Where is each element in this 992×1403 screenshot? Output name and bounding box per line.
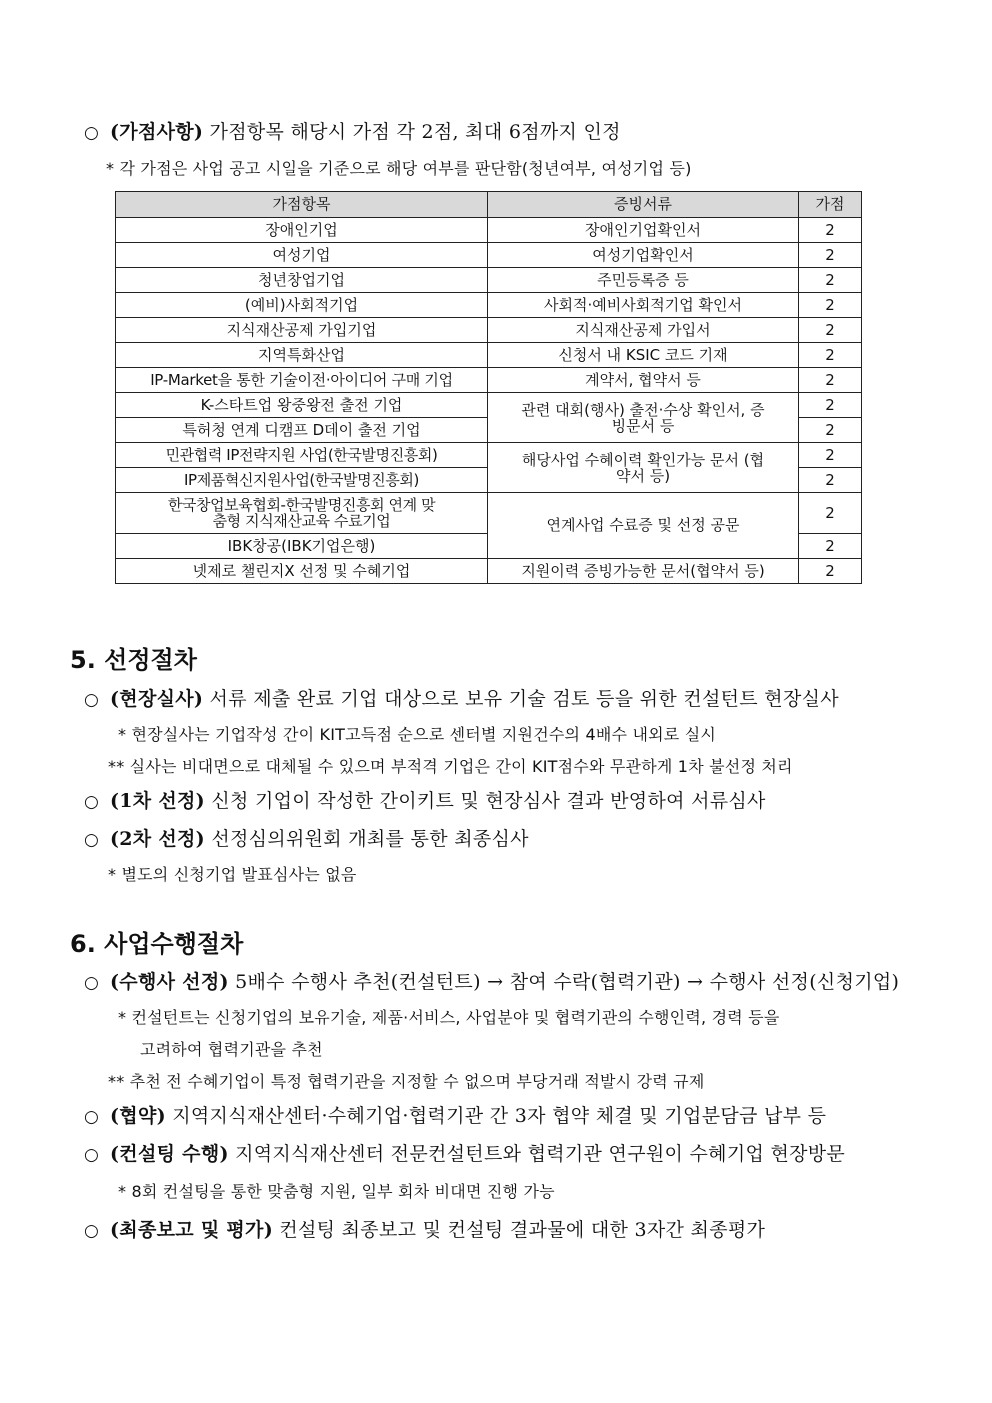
table-header-row [116, 192, 862, 218]
section5-note-3: * 별도의 신청기업 발표심사는 없음 [108, 865, 357, 884]
table-row [116, 218, 862, 243]
bullet-circle: ○ [84, 792, 100, 812]
item-heading: (현장실사) [110, 688, 204, 710]
table-row [116, 559, 862, 584]
table-row [116, 443, 862, 468]
bullet-circle: ○ [84, 1145, 100, 1165]
section6-item-consulting [84, 1139, 845, 1166]
section6-item-final [84, 1215, 765, 1242]
item-text: 서류 제출 완료 기업 대상으로 보유 기술 검토 등을 위한 컨설턴트 현장실사 [209, 688, 839, 710]
section6-note-1: * 컨설턴트는 신청기업의 보유기술, 제품·서비스, 사업분야 및 협력기관의 수행인력, 경력 등을 [118, 1008, 780, 1027]
table-row [116, 268, 862, 293]
section6-item-agreement [84, 1101, 826, 1128]
row-doc: 신청서 내 KSIC 코드 기재 [488, 343, 799, 368]
row-item: 한국창업보육협회-한국발명진흥회 연계 맞춤형 지식재산교육 수료기업 [116, 493, 488, 534]
bonus-table [115, 191, 862, 584]
table-row [116, 343, 862, 368]
row-doc: 사회적·예비사회적기업 확인서 [488, 293, 799, 318]
row-doc: 주민등록증 등 [488, 268, 799, 293]
table-row [116, 293, 862, 318]
row-item: 지식재산공제 가입기업 [116, 318, 488, 343]
row-score: 2 [799, 443, 862, 468]
section5-note-2: ** 실사는 비대면으로 대체될 수 있으며 부적격 기업은 간이 KIT점수와 무관하게 1차 불선정 처리 [108, 757, 793, 776]
row-item: 장애인기업 [116, 218, 488, 243]
row-item: 특허청 연계 디캠프 D데이 출전 기업 [116, 418, 488, 443]
row-doc: 계약서, 협약서 등 [488, 368, 799, 393]
row-item: 청년창업기업 [116, 268, 488, 293]
row-item: K-스타트업 왕중왕전 출전 기업 [116, 393, 488, 418]
header-item: 가점항목 [116, 192, 488, 218]
section6-note-3: * 8회 컨설팅을 통한 맞춤형 지원, 일부 회차 비대면 진행 가능 [118, 1182, 555, 1201]
row-score: 2 [799, 393, 862, 418]
row-doc: 해당사업 수혜이력 확인가능 문서 (협약서 등) [488, 443, 799, 493]
section5-item-onsite [84, 684, 839, 711]
item-heading: (2차 선정) [110, 828, 205, 850]
row-score: 2 [799, 468, 862, 493]
item-text: 선정심의위원회 개최를 통한 최종심사 [211, 828, 529, 850]
row-item: 넷제로 챌린지X 선정 및 수혜기업 [116, 559, 488, 584]
item-text: 신청 기업이 작성한 간이키트 및 현장심사 결과 반영하여 서류심사 [211, 790, 766, 812]
bullet-circle: ○ [84, 123, 100, 143]
item-text: 지역지식재산센터·수혜기업·협력기관 간 3자 협약 체결 및 기업분담금 납부 등 [172, 1105, 827, 1127]
row-score: 2 [799, 318, 862, 343]
header-doc: 증빙서류 [488, 192, 799, 218]
item-heading: (최종보고 및 평가) [110, 1219, 273, 1241]
row-item: (예비)사회적기업 [116, 293, 488, 318]
row-doc: 장애인기업확인서 [488, 218, 799, 243]
row-score: 2 [799, 368, 862, 393]
bonus-bullet-line [84, 117, 621, 144]
item-text: 컨설팅 최종보고 및 컨설팅 결과물에 대한 3자간 최종평가 [279, 1219, 766, 1241]
bullet-circle: ○ [84, 973, 100, 993]
row-score: 2 [799, 243, 862, 268]
row-item: 여성기업 [116, 243, 488, 268]
section6-note-2: ** 추천 전 수혜기업이 특정 협력기관을 지정할 수 없으며 부당거래 적발시 강력 규제 [108, 1072, 705, 1091]
row-doc: 연계사업 수료증 및 선정 공문 [488, 493, 799, 559]
table-row [116, 368, 862, 393]
row-score: 2 [799, 559, 862, 584]
bonus-note: * 각 가점은 사업 공고 시일을 기준으로 해당 여부를 판단함(청년여부, 여성기업 등) [106, 159, 692, 178]
section6-note-1-cont: 고려하여 협력기관을 추천 [140, 1040, 323, 1059]
row-doc: 여성기업확인서 [488, 243, 799, 268]
table-row [116, 493, 862, 534]
row-score: 2 [799, 218, 862, 243]
table-row [116, 318, 862, 343]
item-heading: (수행사 선정) [110, 971, 229, 993]
bullet-circle: ○ [84, 690, 100, 710]
row-score: 2 [799, 293, 862, 318]
row-score: 2 [799, 343, 862, 368]
row-score: 2 [799, 268, 862, 293]
row-doc: 관련 대회(행사) 출전·수상 확인서, 증빙문서 등 [488, 393, 799, 443]
section5-note-1: * 현장실사는 기업작성 간이 KIT고득점 순으로 센터별 지원건수의 4배수 내외로 실시 [118, 725, 717, 744]
item-heading: (1차 선정) [110, 790, 205, 812]
bonus-heading: (가점사항) [110, 121, 204, 143]
row-doc: 지식재산공제 가입서 [488, 318, 799, 343]
section5-title: 5. 선정절차 [70, 646, 197, 674]
row-score: 2 [799, 493, 862, 534]
bullet-circle: ○ [84, 1221, 100, 1241]
row-item: IP제품혁신지원사업(한국발명진흥회) [116, 468, 488, 493]
section6-item-select [84, 967, 899, 994]
table-row [116, 243, 862, 268]
row-item: 민관협력 IP전략지원 사업(한국발명진흥회) [116, 443, 488, 468]
row-item: IP-Market을 통한 기술이전·아이디어 구매 기업 [116, 368, 488, 393]
bullet-circle: ○ [84, 830, 100, 850]
section6-title: 6. 사업수행절차 [70, 930, 244, 958]
bullet-circle: ○ [84, 1107, 100, 1127]
row-score: 2 [799, 534, 862, 559]
header-score: 가점 [799, 192, 862, 218]
row-item: IBK창공(IBK기업은행) [116, 534, 488, 559]
section5-item-first [84, 786, 766, 813]
bonus-text: 가점항목 해당시 가점 각 2점, 최대 6점까지 인정 [209, 121, 621, 143]
section5-item-second [84, 824, 529, 851]
item-text: 지역지식재산센터 전문컨설턴트와 협력기관 연구원이 수혜기업 현장방문 [235, 1143, 846, 1165]
item-heading: (협약) [110, 1105, 166, 1127]
table-row [116, 393, 862, 418]
item-heading: (컨설팅 수행) [110, 1143, 229, 1165]
item-text: 5배수 수행사 추천(컨설턴트) → 참여 수락(협력기관) → 수행사 선정(신청기업) [235, 971, 900, 993]
row-score: 2 [799, 418, 862, 443]
row-doc: 지원이력 증빙가능한 문서(협약서 등) [488, 559, 799, 584]
row-item: 지역특화산업 [116, 343, 488, 368]
